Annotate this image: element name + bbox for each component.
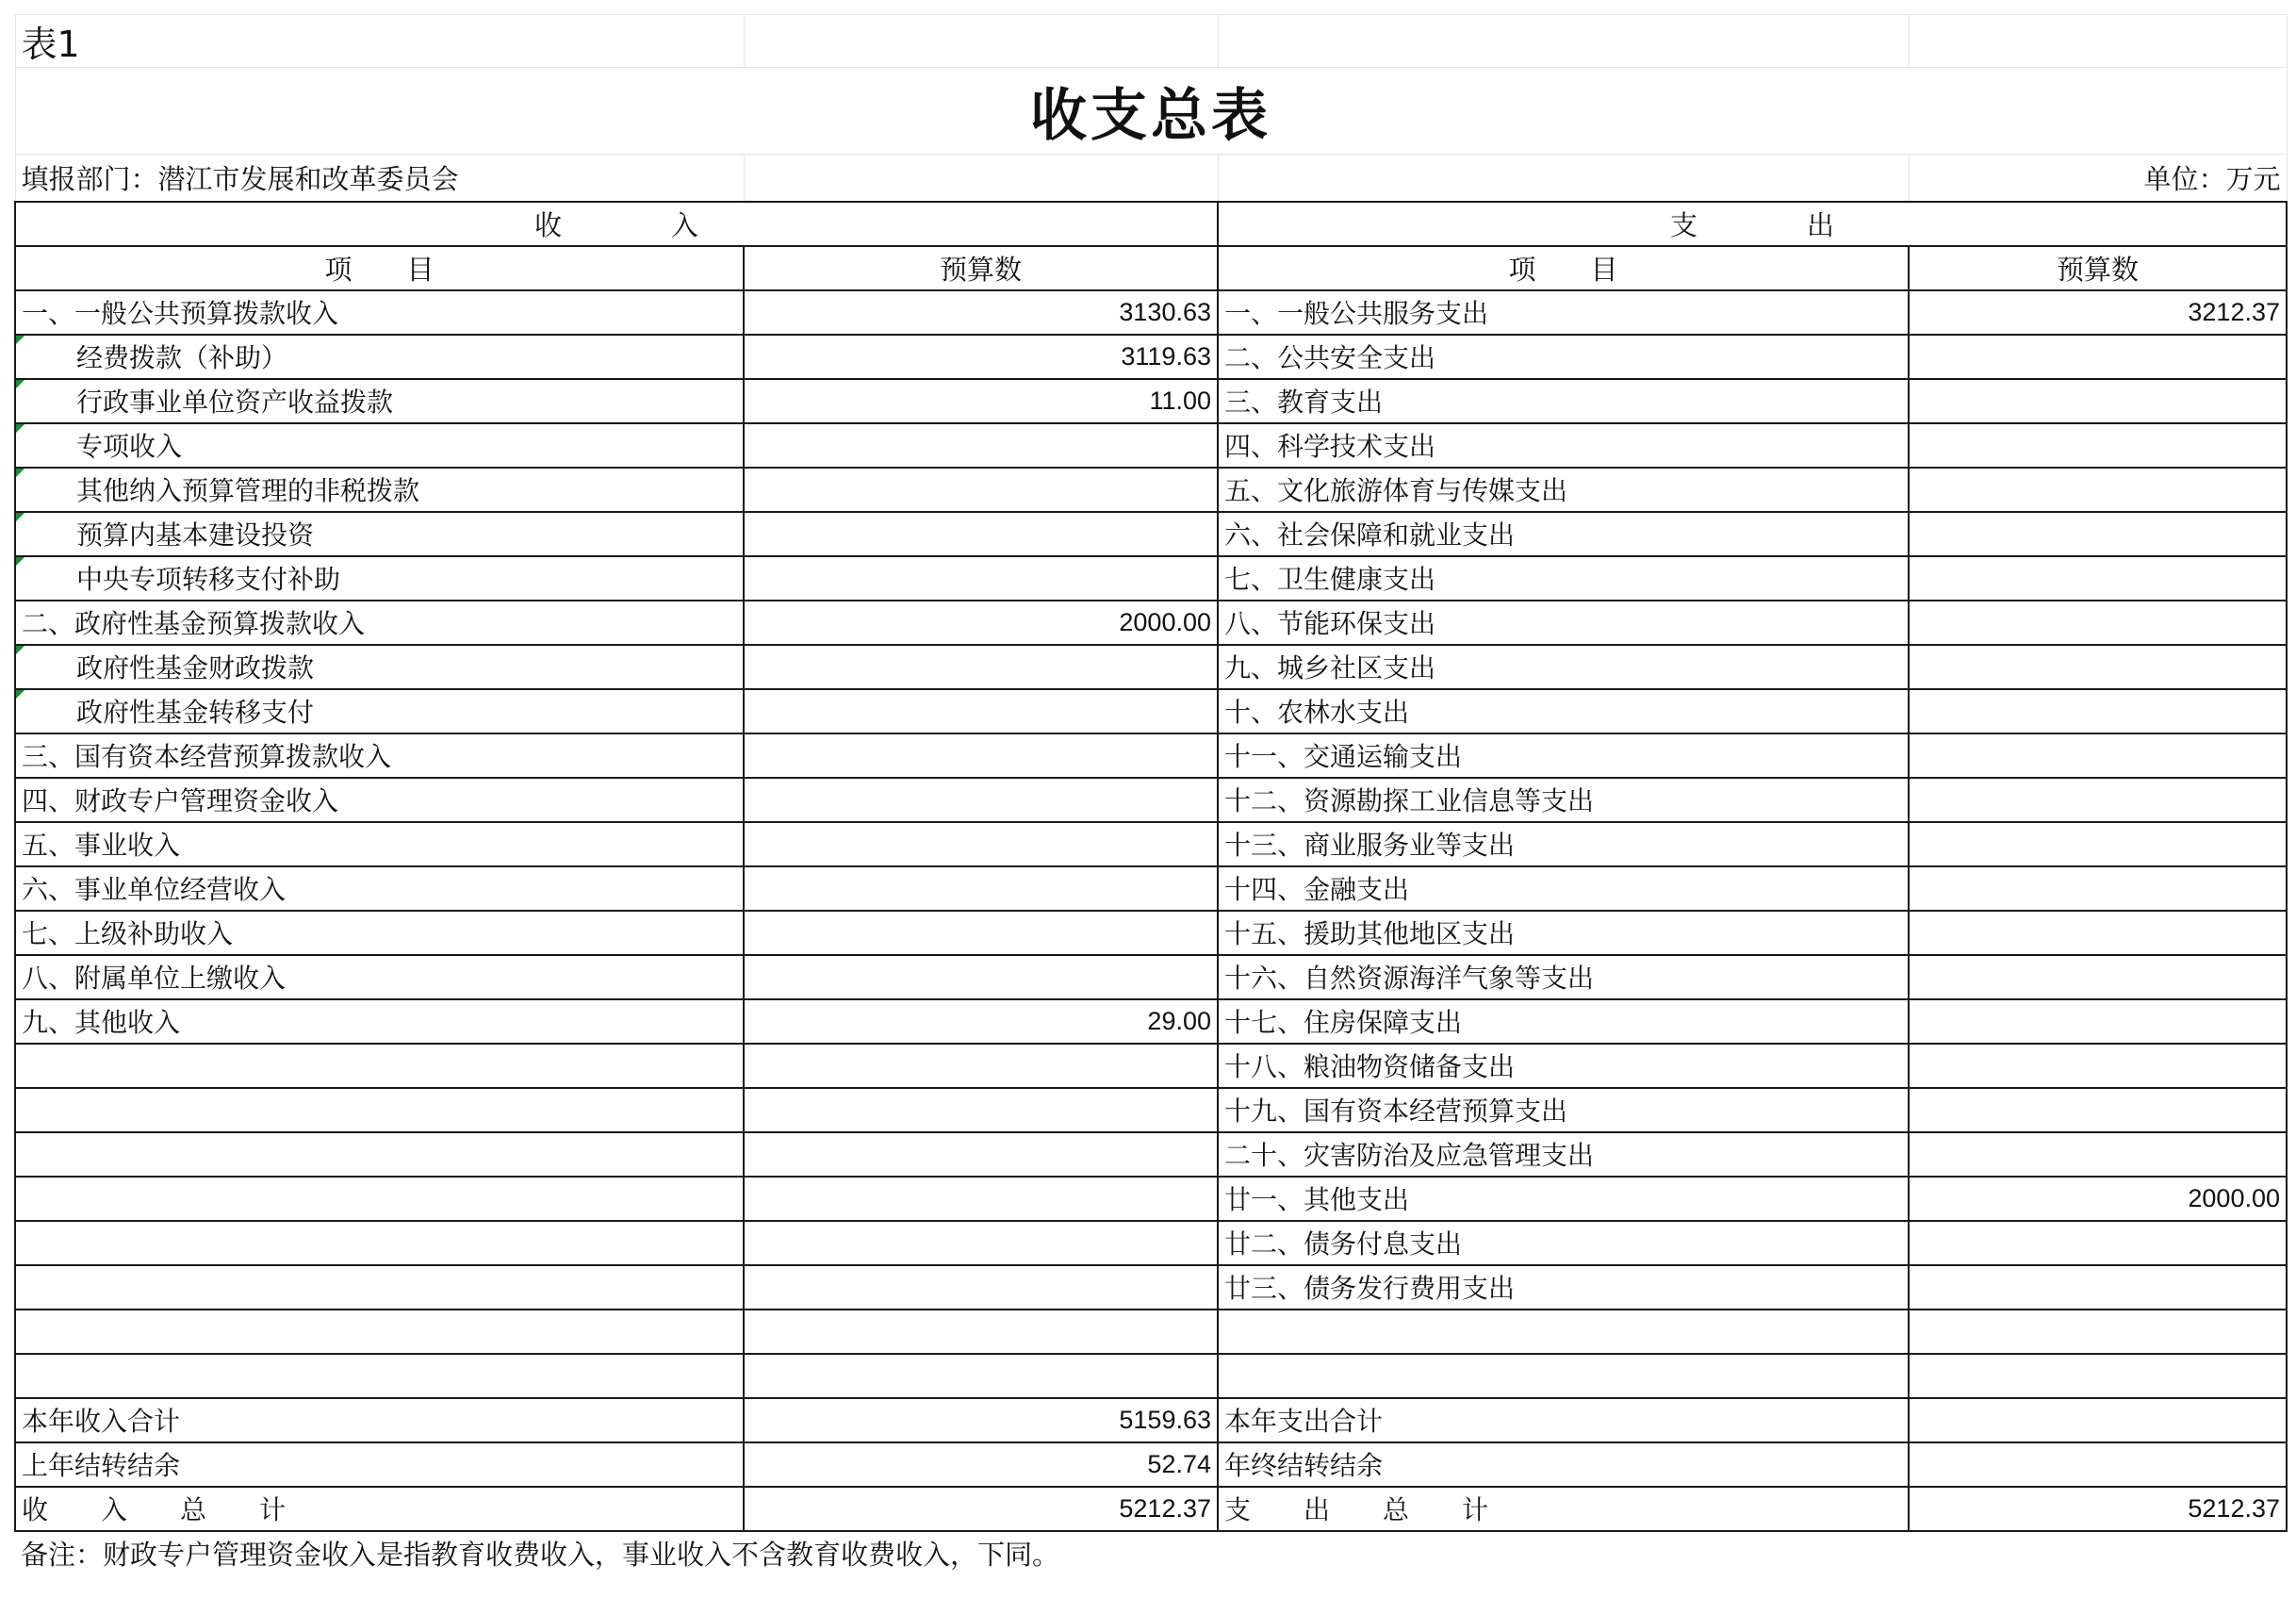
income-item-cell[interactable]	[15, 1487, 744, 1531]
expense-budget-cell[interactable]	[1909, 1487, 2287, 1531]
expense-item-cell-text: 廿三、债务发行费用支出	[1224, 1273, 1516, 1304]
page-title[interactable]: 收支总表	[15, 68, 2287, 155]
income-budget-cell[interactable]	[744, 645, 1218, 689]
cell-comment-marker-icon	[16, 380, 25, 388]
income-budget-cell[interactable]	[744, 1487, 1218, 1531]
expense-budget-cell[interactable]	[1909, 911, 2287, 955]
income-item-cell[interactable]	[15, 689, 744, 733]
income-budget-cell[interactable]	[744, 1132, 1218, 1177]
expense-item-cell-text: 二、公共安全支出	[1224, 342, 1436, 373]
income-budget-cell[interactable]	[744, 468, 1218, 512]
income-budget-cell[interactable]	[744, 822, 1218, 866]
expense-item-cell-text: 二十、灾害防治及应急管理支出	[1224, 1140, 1595, 1171]
income-budget-cell[interactable]	[744, 778, 1218, 822]
expense-budget-cell[interactable]	[1909, 866, 2287, 911]
income-item-header[interactable]: 项 目	[15, 246, 744, 290]
table-row	[15, 1354, 2287, 1398]
income-item-cell-text: 中央专项转移支付补助	[76, 564, 341, 595]
table-row	[15, 645, 2287, 689]
income-item-cell-text: 预算内基本建设投资	[76, 519, 315, 551]
expense-item-cell[interactable]	[1218, 1354, 1909, 1398]
expense-budget-cell-text: 5212.37	[2188, 1493, 2280, 1523]
expense-item-cell-text: 十八、粮油物资储备支出	[1224, 1051, 1516, 1082]
cell-comment-marker-icon	[16, 690, 25, 699]
expense-item-cell-text: 三、教育支出	[1224, 387, 1384, 418]
income-item-cell-text: 七、上级补助收入	[22, 918, 234, 949]
expense-item-cell-text: 年终结转结余	[1224, 1450, 1384, 1481]
income-item-cell[interactable]	[15, 379, 744, 423]
expense-budget-cell[interactable]	[1909, 556, 2287, 601]
income-budget-cell-text: 5159.63	[1119, 1405, 1211, 1434]
income-item-cell[interactable]	[15, 1088, 744, 1132]
income-item-cell-text: 五、事业收入	[22, 830, 181, 861]
table-row	[15, 512, 2287, 556]
expense-budget-cell[interactable]	[1909, 468, 2287, 512]
income-item-cell[interactable]	[15, 999, 744, 1044]
expense-item-header[interactable]: 项 目	[1218, 246, 1909, 290]
expense-budget-cell[interactable]	[1909, 999, 2287, 1044]
budget-sheet	[14, 14, 2286, 1573]
cell-comment-marker-icon	[16, 469, 25, 477]
income-budget-cell-text: 3119.63	[1121, 341, 1211, 371]
expense-item-cell[interactable]	[1218, 423, 1909, 468]
income-item-cell[interactable]	[15, 1310, 744, 1354]
expense-budget-cell[interactable]	[1909, 1132, 2287, 1177]
expense-item-cell-text: 十七、住房保障支出	[1224, 1007, 1463, 1038]
expense-item-cell-text: 十、农林水支出	[1224, 697, 1410, 728]
income-budget-header[interactable]: 预算数	[744, 246, 1218, 290]
income-item-cell[interactable]	[15, 1442, 744, 1487]
income-item-cell[interactable]	[15, 1398, 744, 1442]
income-item-cell[interactable]	[15, 955, 744, 999]
income-item-cell-text: 六、事业单位经营收入	[22, 874, 287, 905]
income-item-cell-text: 本年收入合计	[22, 1406, 181, 1437]
expense-budget-cell[interactable]	[1909, 822, 2287, 866]
expense-item-cell[interactable]	[1218, 379, 1909, 423]
expense-item-cell[interactable]	[1218, 822, 1909, 866]
expense-item-cell-text: 五、文化旅游体育与传媒支出	[1224, 475, 1568, 506]
income-item-cell[interactable]	[15, 733, 744, 778]
income-item-cell-text: 政府性基金转移支付	[76, 697, 315, 728]
expense-budget-cell[interactable]	[1909, 1221, 2287, 1265]
expense-item-cell[interactable]	[1218, 778, 1909, 822]
table-row	[15, 822, 2287, 866]
income-item-cell-text: 行政事业单位资产收益拨款	[76, 387, 394, 418]
income-budget-cell[interactable]	[744, 866, 1218, 911]
table-row	[15, 423, 2287, 468]
income-budget-cell[interactable]	[744, 1221, 1218, 1265]
expense-budget-cell[interactable]	[1909, 379, 2287, 423]
income-budget-cell-text: 2000.00	[1119, 607, 1211, 636]
income-item-cell-text: 其他纳入预算管理的非税拨款	[76, 475, 420, 506]
dept-label[interactable]: 填报部门：潜江市发展和改革委员会	[15, 155, 744, 202]
expense-item-cell[interactable]	[1218, 955, 1909, 999]
income-budget-cell[interactable]	[744, 1310, 1218, 1354]
expense-item-cell[interactable]	[1218, 1310, 1909, 1354]
cell-comment-marker-icon	[16, 424, 25, 433]
expense-item-cell[interactable]	[1218, 866, 1909, 911]
income-budget-cell[interactable]	[744, 423, 1218, 468]
table-row	[15, 1310, 2287, 1354]
income-item-cell[interactable]	[15, 822, 744, 866]
income-item-cell[interactable]	[15, 1132, 744, 1177]
expense-budget-cell[interactable]	[1909, 1265, 2287, 1310]
expense-item-cell-text: 六、社会保障和就业支出	[1224, 519, 1516, 551]
income-item-cell-text: 二、政府性基金预算拨款收入	[22, 608, 366, 639]
sheet-tag[interactable]: 表1	[15, 15, 744, 68]
income-item-cell-text: 政府性基金财政拨款	[76, 652, 315, 684]
expense-item-cell[interactable]	[1218, 999, 1909, 1044]
income-item-cell[interactable]	[15, 1354, 744, 1398]
income-budget-cell[interactable]	[744, 999, 1218, 1044]
income-budget-cell[interactable]	[744, 1398, 1218, 1442]
expense-item-cell-text: 十三、商业服务业等支出	[1224, 830, 1516, 861]
expense-item-cell[interactable]	[1218, 290, 1909, 335]
expense-budget-cell[interactable]	[1909, 1177, 2287, 1221]
expense-item-cell-text: 十二、资源勘探工业信息等支出	[1224, 785, 1595, 816]
income-item-cell[interactable]	[15, 468, 744, 512]
expense-item-cell[interactable]	[1218, 1221, 1909, 1265]
table-row	[15, 1132, 2287, 1177]
cell-comment-marker-icon	[16, 513, 25, 521]
income-budget-cell[interactable]	[744, 955, 1218, 999]
table-row	[15, 335, 2287, 379]
income-budget-cell[interactable]	[744, 1044, 1218, 1088]
expense-budget-cell[interactable]	[1909, 645, 2287, 689]
expense-item-cell-text: 九、城乡社区支出	[1224, 652, 1436, 684]
expense-item-cell[interactable]	[1218, 1487, 1909, 1531]
income-budget-cell[interactable]	[744, 1177, 1218, 1221]
expense-budget-cell[interactable]	[1909, 1354, 2287, 1398]
income-item-cell[interactable]	[15, 1177, 744, 1221]
table-row	[15, 911, 2287, 955]
expense-item-cell-text: 十四、金融支出	[1224, 874, 1410, 905]
expense-item-cell-text: 一、一般公共服务支出	[1224, 298, 1489, 329]
expense-budget-cell[interactable]	[1909, 1310, 2287, 1354]
expense-item-cell[interactable]	[1218, 733, 1909, 778]
unit-label[interactable]: 单位：万元	[1909, 155, 2287, 202]
income-item-cell-text: 四、财政专户管理资金收入	[22, 785, 339, 816]
expense-budget-cell[interactable]	[1909, 423, 2287, 468]
income-item-cell-text: 收 入 总 计	[22, 1494, 287, 1525]
expense-budget-cell[interactable]	[1909, 512, 2287, 556]
table-row	[15, 733, 2287, 778]
table-row	[15, 1088, 2287, 1132]
table-row	[15, 1398, 2287, 1442]
expense-budget-cell-text: 2000.00	[2188, 1183, 2280, 1212]
income-budget-cell[interactable]	[744, 556, 1218, 601]
empty-cell[interactable]	[1218, 15, 1909, 68]
expense-item-cell-text: 廿一、其他支出	[1224, 1184, 1410, 1215]
income-item-cell[interactable]	[15, 601, 744, 645]
expense-item-cell-text: 廿二、债务付息支出	[1224, 1228, 1463, 1260]
income-budget-cell-text: 5212.37	[1119, 1493, 1211, 1523]
expense-item-cell-text: 八、节能环保支出	[1224, 608, 1436, 639]
empty-cell[interactable]	[1218, 155, 1909, 202]
income-budget-cell-text: 11.00	[1149, 386, 1211, 415]
income-item-cell[interactable]	[15, 778, 744, 822]
table-row	[15, 955, 2287, 999]
expense-budget-cell[interactable]	[1909, 733, 2287, 778]
expense-item-cell[interactable]	[1218, 645, 1909, 689]
income-budget-cell[interactable]	[744, 335, 1218, 379]
table-row	[15, 1177, 2287, 1221]
footnote: 备注：财政专户管理资金收入是指教育收费收入，事业收入不含教育收费收入，下同。	[21, 1538, 1060, 1571]
expense-item-cell[interactable]	[1218, 556, 1909, 601]
expense-header[interactable]: 支 出	[1218, 202, 2287, 246]
table-row	[15, 1487, 2287, 1531]
expense-item-cell[interactable]	[1218, 689, 1909, 733]
expense-item-cell-text: 本年支出合计	[1224, 1406, 1384, 1437]
income-item-cell[interactable]	[15, 512, 744, 556]
income-item-cell[interactable]	[15, 645, 744, 689]
table-row	[15, 290, 2287, 335]
table-row	[15, 468, 2287, 512]
expense-item-cell[interactable]	[1218, 335, 1909, 379]
expense-item-cell-text: 支 出 总 计	[1224, 1494, 1489, 1525]
income-item-cell-text: 一、一般公共预算拨款收入	[22, 298, 339, 329]
empty-cell[interactable]	[744, 15, 1218, 68]
income-item-cell-text: 上年结转结余	[22, 1450, 181, 1481]
cell-comment-marker-icon	[16, 336, 25, 344]
income-item-cell[interactable]	[15, 290, 744, 335]
expense-item-cell-text: 十九、国有资本经营预算支出	[1224, 1096, 1568, 1127]
income-item-cell-text: 三、国有资本经营预算拨款收入	[22, 741, 392, 772]
income-budget-cell[interactable]	[744, 512, 1218, 556]
income-budget-cell[interactable]	[744, 689, 1218, 733]
expense-budget-cell-text: 3212.37	[2188, 297, 2280, 326]
empty-cell[interactable]	[744, 155, 1218, 202]
expense-budget-cell[interactable]	[1909, 689, 2287, 733]
table-row	[15, 1442, 2287, 1487]
income-expense-table	[14, 14, 2288, 1573]
table-row	[15, 556, 2287, 601]
expense-budget-cell[interactable]	[1909, 778, 2287, 822]
table-row	[15, 379, 2287, 423]
table-row	[15, 601, 2287, 645]
income-budget-cell[interactable]	[744, 290, 1218, 335]
table-row	[15, 1044, 2287, 1088]
income-budget-cell-text: 52.74	[1147, 1449, 1211, 1478]
expense-item-cell[interactable]	[1218, 1265, 1909, 1310]
expense-item-cell-text: 七、卫生健康支出	[1224, 564, 1436, 595]
expense-item-cell[interactable]	[1218, 468, 1909, 512]
income-budget-cell[interactable]	[744, 1088, 1218, 1132]
expense-item-cell[interactable]	[1218, 1177, 1909, 1221]
empty-cell[interactable]	[1909, 15, 2287, 68]
income-budget-cell[interactable]	[744, 601, 1218, 645]
expense-budget-cell[interactable]	[1909, 1398, 2287, 1442]
table-row	[15, 1265, 2287, 1310]
income-header[interactable]: 收 入	[15, 202, 1218, 246]
cell-comment-marker-icon	[16, 646, 25, 654]
table-row	[15, 999, 2287, 1044]
table-row	[15, 866, 2287, 911]
table-row	[15, 1221, 2287, 1265]
income-budget-cell[interactable]	[744, 733, 1218, 778]
expense-budget-header[interactable]: 预算数	[1909, 246, 2287, 290]
income-item-cell[interactable]	[15, 911, 744, 955]
expense-item-cell[interactable]	[1218, 1088, 1909, 1132]
income-item-cell[interactable]	[15, 1265, 744, 1310]
income-item-cell[interactable]	[15, 556, 744, 601]
expense-budget-cell[interactable]	[1909, 955, 2287, 999]
expense-item-cell[interactable]	[1218, 1044, 1909, 1088]
expense-item-cell-text: 四、科学技术支出	[1224, 431, 1436, 462]
expense-item-cell[interactable]	[1218, 1132, 1909, 1177]
table-row	[15, 689, 2287, 733]
income-item-cell[interactable]	[15, 335, 744, 379]
table-row	[15, 778, 2287, 822]
expense-item-cell-text: 十六、自然资源海洋气象等支出	[1224, 963, 1595, 994]
expense-item-cell-text: 十一、交通运输支出	[1224, 741, 1463, 772]
income-item-cell[interactable]	[15, 1221, 744, 1265]
expense-budget-cell[interactable]	[1909, 1088, 2287, 1132]
income-budget-cell-text: 29.00	[1147, 1006, 1211, 1035]
cell-comment-marker-icon	[16, 557, 25, 566]
income-budget-cell[interactable]	[744, 1265, 1218, 1310]
income-item-cell[interactable]	[15, 1044, 744, 1088]
expense-budget-cell[interactable]	[1909, 290, 2287, 335]
expense-item-cell[interactable]	[1218, 911, 1909, 955]
income-budget-cell-text: 3130.63	[1119, 297, 1211, 326]
income-item-cell[interactable]	[15, 866, 744, 911]
income-budget-cell[interactable]	[744, 1442, 1218, 1487]
expense-item-cell[interactable]	[1218, 601, 1909, 645]
income-budget-cell[interactable]	[744, 1354, 1218, 1398]
income-item-cell[interactable]	[15, 423, 744, 468]
income-item-cell-text: 九、其他收入	[22, 1007, 181, 1038]
income-item-cell-text: 经费拨款（补助）	[76, 342, 288, 373]
expense-budget-cell[interactable]	[1909, 601, 2287, 645]
expense-budget-cell[interactable]	[1909, 335, 2287, 379]
expense-item-cell[interactable]	[1218, 512, 1909, 556]
income-budget-cell[interactable]	[744, 379, 1218, 423]
expense-budget-cell[interactable]	[1909, 1044, 2287, 1088]
expense-item-cell[interactable]	[1218, 1442, 1909, 1487]
income-item-cell-text: 八、附属单位上缴收入	[22, 963, 287, 994]
expense-budget-cell[interactable]	[1909, 1442, 2287, 1487]
income-budget-cell[interactable]	[744, 911, 1218, 955]
income-item-cell-text: 专项收入	[76, 431, 183, 462]
expense-item-cell-text: 十五、援助其他地区支出	[1224, 918, 1516, 949]
expense-item-cell[interactable]	[1218, 1398, 1909, 1442]
